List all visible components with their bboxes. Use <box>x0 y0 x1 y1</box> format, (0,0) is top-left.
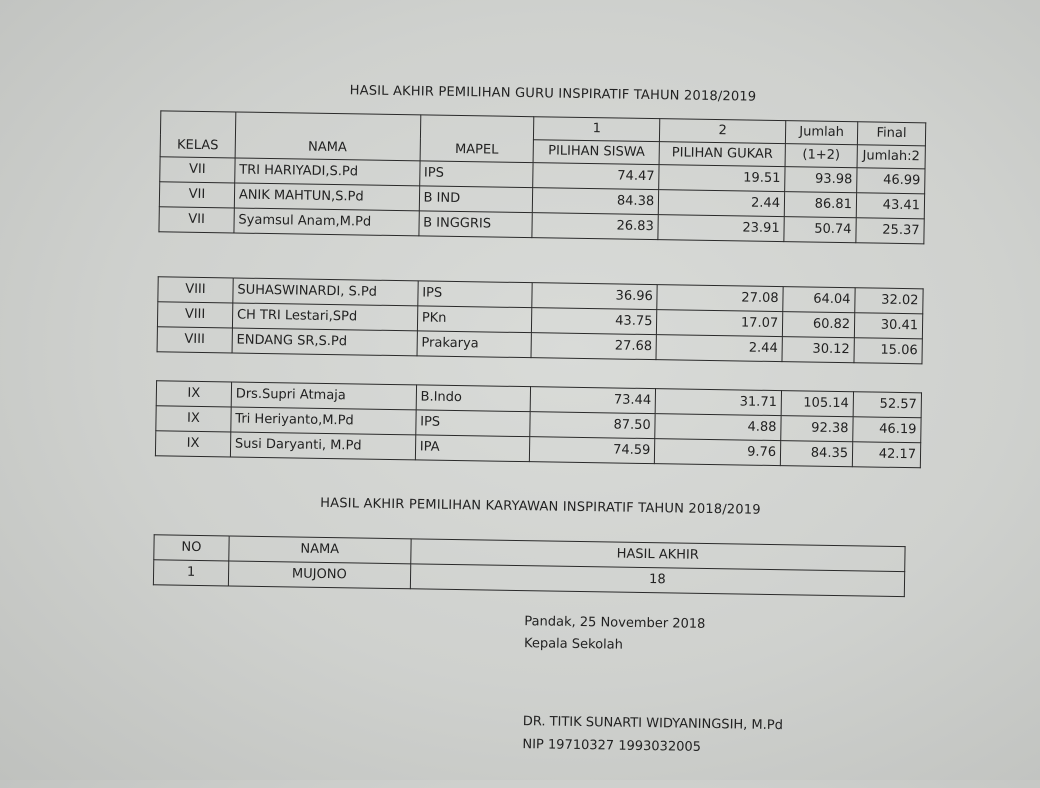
nama-cell: Drs.Supri Atmaja <box>231 382 416 410</box>
header-pilihan-gukar: PILIHAN GUKAR <box>659 142 785 167</box>
header-hasil-akhir: HASIL AKHIR <box>410 539 905 572</box>
gukar-cell: 19.51 <box>659 165 785 192</box>
teacher-table-group-1 <box>158 110 926 244</box>
nama-cell: ENDANG SR,S.Pd <box>232 328 417 356</box>
siswa-cell: 36.96 <box>531 283 657 310</box>
jumlah-cell: 60.82 <box>782 312 854 338</box>
header-nama: NAMA <box>235 112 420 161</box>
final-cell: 32.02 <box>855 288 923 314</box>
employee-table-title: HASIL AKHIR PEMILIHAN KARYAWAN INSPIRATIF TAHUN 2018/2019 <box>320 495 761 518</box>
teacher-table-title: HASIL AKHIR PEMILIHAN GURU INSPIRATIF TAHUN 2018/2019 <box>349 83 757 105</box>
nama-cell: CH TRI Lestari,SPd <box>232 303 417 331</box>
jumlah-cell: 30.12 <box>782 337 854 363</box>
header-final-sub: Jumlah:2 <box>857 145 925 169</box>
jumlah-cell: 92.38 <box>781 416 853 442</box>
header-nama: NAMA <box>229 536 411 564</box>
kelas-cell: VII <box>160 157 235 183</box>
final-cell: 46.19 <box>853 417 921 443</box>
mapel-cell: IPS <box>419 161 533 188</box>
kelas-cell: IX <box>156 406 231 432</box>
final-cell: 30.41 <box>854 313 922 339</box>
siswa-cell: 43.75 <box>531 308 657 335</box>
final-cell: 42.17 <box>852 442 920 468</box>
nama-cell: Susi Daryanti, M.Pd <box>230 432 415 460</box>
gukar-cell: 23.91 <box>658 215 784 242</box>
mapel-cell: B IND <box>419 186 533 213</box>
gukar-cell: 31.71 <box>655 389 781 416</box>
gukar-cell: 27.08 <box>657 285 783 312</box>
nama-cell: ANIK MAHTUN,S.Pd <box>234 183 419 211</box>
gukar-cell: 2.44 <box>658 190 784 217</box>
signer-nip: NIP 19710327 1993032005 <box>522 737 702 755</box>
nama-cell: Tri Heriyanto,M.Pd <box>231 407 416 435</box>
gukar-cell: 4.88 <box>655 414 781 441</box>
kelas-cell: VIII <box>157 327 232 353</box>
siswa-cell: 27.68 <box>531 333 657 360</box>
header-no: NO <box>154 535 229 561</box>
no-cell: 1 <box>153 560 228 586</box>
mapel-cell: Prakarya <box>417 331 531 358</box>
kelas-cell: VII <box>159 207 234 233</box>
mapel-cell: PKn <box>417 306 531 333</box>
header-group-2: 2 <box>660 119 786 144</box>
siswa-cell: 74.59 <box>529 437 655 464</box>
header-jumlah-sub: (1+2) <box>785 144 857 168</box>
employee-table <box>153 534 906 597</box>
siswa-cell: 26.83 <box>532 213 658 240</box>
gukar-cell: 2.44 <box>656 335 782 362</box>
final-cell: 52.57 <box>853 392 921 418</box>
header-group-1: 1 <box>534 117 660 142</box>
final-cell: 25.37 <box>856 218 924 244</box>
mapel-cell: IPS <box>415 410 529 437</box>
kelas-cell: VII <box>159 182 234 208</box>
jumlah-cell: 50.74 <box>784 217 856 243</box>
header-pilihan-siswa: PILIHAN SISWA <box>533 140 659 165</box>
jumlah-cell: 84.35 <box>780 441 852 467</box>
jumlah-cell: 105.14 <box>781 391 853 417</box>
final-cell: 15.06 <box>854 338 922 364</box>
header-final: Final <box>857 122 925 146</box>
mapel-cell: B INGGRIS <box>418 211 532 238</box>
header-kelas: KELAS <box>160 111 236 158</box>
hasil-cell: 18 <box>410 564 905 597</box>
mapel-cell: IPS <box>418 281 532 308</box>
gukar-cell: 9.76 <box>655 439 781 466</box>
header-mapel: MAPEL <box>420 115 534 163</box>
mapel-cell: IPA <box>415 435 529 462</box>
signer-name: DR. TITIK SUNARTI WIDYANINGSIH, M.Pd <box>522 714 784 734</box>
final-cell: 43.41 <box>856 193 924 219</box>
final-cell: 46.99 <box>857 168 925 194</box>
header-jumlah: Jumlah <box>785 121 857 145</box>
siswa-cell: 84.38 <box>533 188 659 215</box>
signer-position: Kepala Sekolah <box>523 636 624 653</box>
siswa-cell: 74.47 <box>533 163 659 190</box>
jumlah-cell: 93.98 <box>785 167 857 193</box>
kelas-cell: IX <box>155 431 230 457</box>
place-date: Pandak, 25 November 2018 <box>524 614 706 632</box>
mapel-cell: B.Indo <box>416 385 530 412</box>
kelas-cell: IX <box>156 381 231 407</box>
nama-cell: SUHASWINARDI, S.Pd <box>233 278 418 306</box>
jumlah-cell: 64.04 <box>783 287 855 313</box>
nama-cell: TRI HARIYADI,S.Pd <box>235 158 420 186</box>
teacher-table-group-3 <box>155 380 922 468</box>
kelas-cell: VIII <box>157 302 232 328</box>
nama-cell: Syamsul Anam,M.Pd <box>234 208 419 236</box>
kelas-cell: VIII <box>158 277 233 303</box>
teacher-table-group-2 <box>157 276 924 364</box>
siswa-cell: 87.50 <box>529 412 655 439</box>
jumlah-cell: 86.81 <box>784 192 856 218</box>
siswa-cell: 73.44 <box>530 387 656 414</box>
nama-cell: MUJONO <box>228 561 410 589</box>
gukar-cell: 17.07 <box>657 310 783 337</box>
